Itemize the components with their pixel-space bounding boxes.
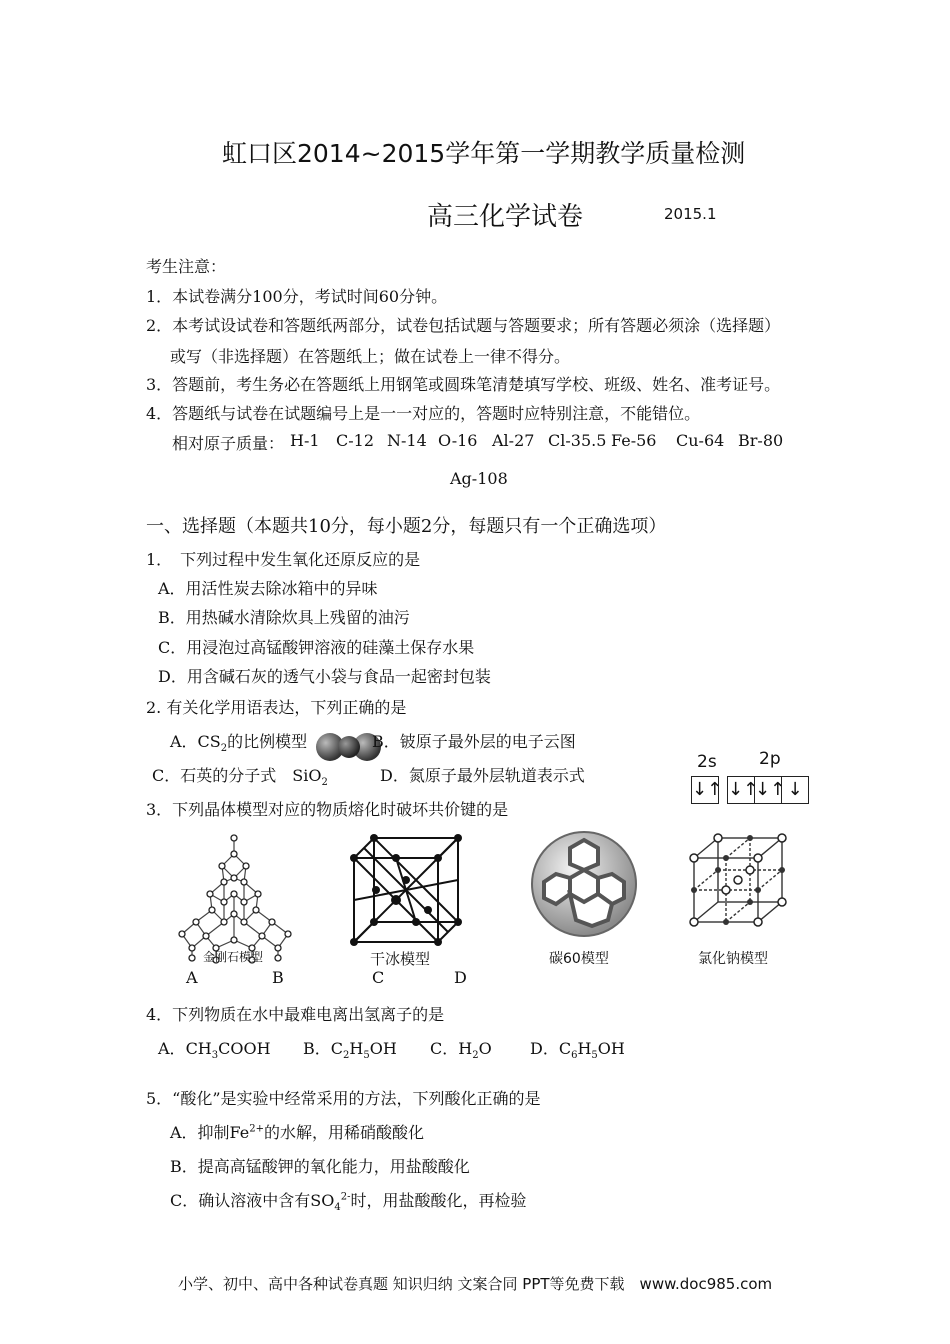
atomic-mass: Cl-35.5 xyxy=(548,431,607,450)
figure-caption: 金刚石模型 xyxy=(203,950,264,964)
section-heading: 一、选择题（本题共10分，每小题2分，每题只有一个正确选项） xyxy=(146,516,667,537)
option-text: A．CS xyxy=(170,732,221,751)
orbital-cell: ↓↑ xyxy=(692,779,723,800)
option-text: C．确认溶液中含有SO xyxy=(170,1191,335,1210)
subscript: 2 xyxy=(220,743,228,755)
formula-part: OH xyxy=(369,1039,397,1058)
formula-part: CH xyxy=(185,1039,212,1058)
option-text: 的比例模型 xyxy=(227,732,308,751)
formula-part: OH xyxy=(597,1039,625,1058)
option-label: A． xyxy=(158,1039,186,1058)
question-stem: 3．下列晶体模型对应的物质熔化时破坏共价键的是 xyxy=(146,800,509,819)
atomic-mass: H-1 xyxy=(290,431,320,450)
figure-caption: 干冰模型 xyxy=(370,950,431,968)
question-option-a xyxy=(170,729,307,754)
question-option-c xyxy=(430,1036,492,1061)
figure-caption: 碳60模型 xyxy=(549,951,609,967)
question-option-b: B．提高高锰酸钾的氧化能力，用盐酸酸化 xyxy=(170,1157,470,1176)
option-label: C． xyxy=(430,1039,459,1058)
formula-part: H xyxy=(577,1039,592,1058)
option-text: A．抑制Fe xyxy=(170,1123,250,1142)
question-option-c xyxy=(170,1188,526,1213)
exam-title: 虹口区2014~2015学年第一学期教学质量检测 xyxy=(222,139,746,168)
atomic-mass: C-12 xyxy=(336,431,375,450)
figure-letter: A xyxy=(186,968,198,987)
question-option-b: B．铍原子最外层的电子云图 xyxy=(372,732,576,751)
exam-date: 2015.1 xyxy=(664,205,717,223)
option-label: D． xyxy=(530,1039,559,1058)
option-text: 时，用盐酸酸化，再检验 xyxy=(350,1191,527,1210)
orbital-cell: ↓↑ xyxy=(728,777,755,803)
formula-part: O xyxy=(478,1039,492,1058)
notice-item: 2．本考试设试卷和答题纸两部分，试卷包括试题与答题要求；所有答题必须涂（选择题） xyxy=(146,316,781,335)
figure-caption: 氯化钠模型 xyxy=(698,951,768,967)
question-option-d xyxy=(530,1036,625,1061)
atomic-mass: O-16 xyxy=(438,431,478,450)
question-stem: 1． 下列过程中发生氧化还原反应的是 xyxy=(146,550,421,569)
subscript: 2 xyxy=(321,777,328,789)
notice-item: 3．答题前，考生务必在答题纸上用钢笔或圆珠笔清楚填写学校、班级、姓名、准考证号。 xyxy=(146,375,781,394)
formula-part: COOH xyxy=(218,1039,271,1058)
subscript: 4 xyxy=(334,1202,341,1214)
footer-text: 小学、初中、高中各种试卷真题 知识归纳 文案合同 PPT等免费下载 www.doc985.com xyxy=(178,1275,773,1293)
formula-part: C xyxy=(330,1039,344,1058)
figure-letter: D xyxy=(454,968,467,987)
question-option-c xyxy=(152,763,328,788)
atomic-mass: Cu-64 xyxy=(676,431,725,450)
option-text: 的水解，用稀硝酸酸化 xyxy=(264,1123,425,1142)
notice-heading: 考生注意： xyxy=(146,257,227,276)
orbital-cell: ↓↑ xyxy=(755,777,782,803)
subscript: 5 xyxy=(363,1050,370,1062)
dry-ice-model-image xyxy=(346,832,466,954)
question-stem: 2. 有关化学用语表达，下列正确的是 xyxy=(146,698,407,717)
subscript: 3 xyxy=(211,1050,219,1062)
question-option-d: D．氮原子最外层轨道表示式 xyxy=(380,766,585,785)
subscript: 2 xyxy=(343,1050,350,1062)
notice-item: 1．本试卷满分100分，考试时间60分钟。 xyxy=(146,287,448,306)
notice-item: 或写（非选择题）在答题纸上；做在试卷上一律不得分。 xyxy=(170,347,571,366)
orbital-2s-box xyxy=(691,776,723,804)
subscript: 6 xyxy=(571,1050,578,1062)
atomic-mass-label: 相对原子质量： xyxy=(172,434,285,453)
nacl-model-image xyxy=(688,832,788,944)
atomic-mass: Al-27 xyxy=(492,431,535,450)
orbital-2p-label: 2p xyxy=(759,749,781,769)
formula-part: H xyxy=(349,1039,364,1058)
subscript: 5 xyxy=(591,1050,598,1062)
figure-letter: C xyxy=(372,968,385,987)
exam-subtitle: 高三化学试卷 xyxy=(427,202,584,232)
option-label: B． xyxy=(303,1039,331,1058)
question-option: A．用活性炭去除冰箱中的异味 xyxy=(158,579,378,598)
atomic-mass: Fe-56 xyxy=(611,431,657,450)
c60-model-image xyxy=(528,826,640,942)
orbital-2s-label: 2s xyxy=(697,752,717,772)
superscript: 2- xyxy=(340,1191,351,1203)
figure-letter: B xyxy=(272,968,284,987)
notice-item: 4．答题纸与试卷在试题编号上是一一对应的，答题时应特别注意，不能错位。 xyxy=(146,404,701,423)
question-stem: 5．“酸化”是实验中经常采用的方法，下列酸化正确的是 xyxy=(146,1089,541,1108)
question-option: C．用浸泡过高锰酸钾溶液的硅藻土保存水果 xyxy=(158,638,475,657)
question-option-a xyxy=(158,1036,271,1061)
atomic-mass: Br-80 xyxy=(738,431,784,450)
formula-part: H xyxy=(458,1039,473,1058)
question-option: B．用热碱水清除炊具上残留的油污 xyxy=(158,608,410,627)
atomic-mass: Ag-108 xyxy=(450,469,508,488)
subscript: 2 xyxy=(472,1050,479,1062)
question-option-b xyxy=(303,1036,397,1061)
atomic-mass: N-14 xyxy=(387,431,427,450)
superscript: 2+ xyxy=(249,1123,265,1135)
question-option-a xyxy=(170,1120,424,1143)
formula-part: C xyxy=(558,1039,572,1058)
question-stem: 4．下列物质在水中最难电离出氢离子的是 xyxy=(146,1005,445,1024)
orbital-cell: ↓ xyxy=(787,779,803,800)
option-text: C．石英的分子式 SiO xyxy=(152,766,322,785)
question-option: D．用含碱石灰的透气小袋与食品一起密封包装 xyxy=(158,667,491,686)
orbital-2p-box xyxy=(727,776,809,804)
